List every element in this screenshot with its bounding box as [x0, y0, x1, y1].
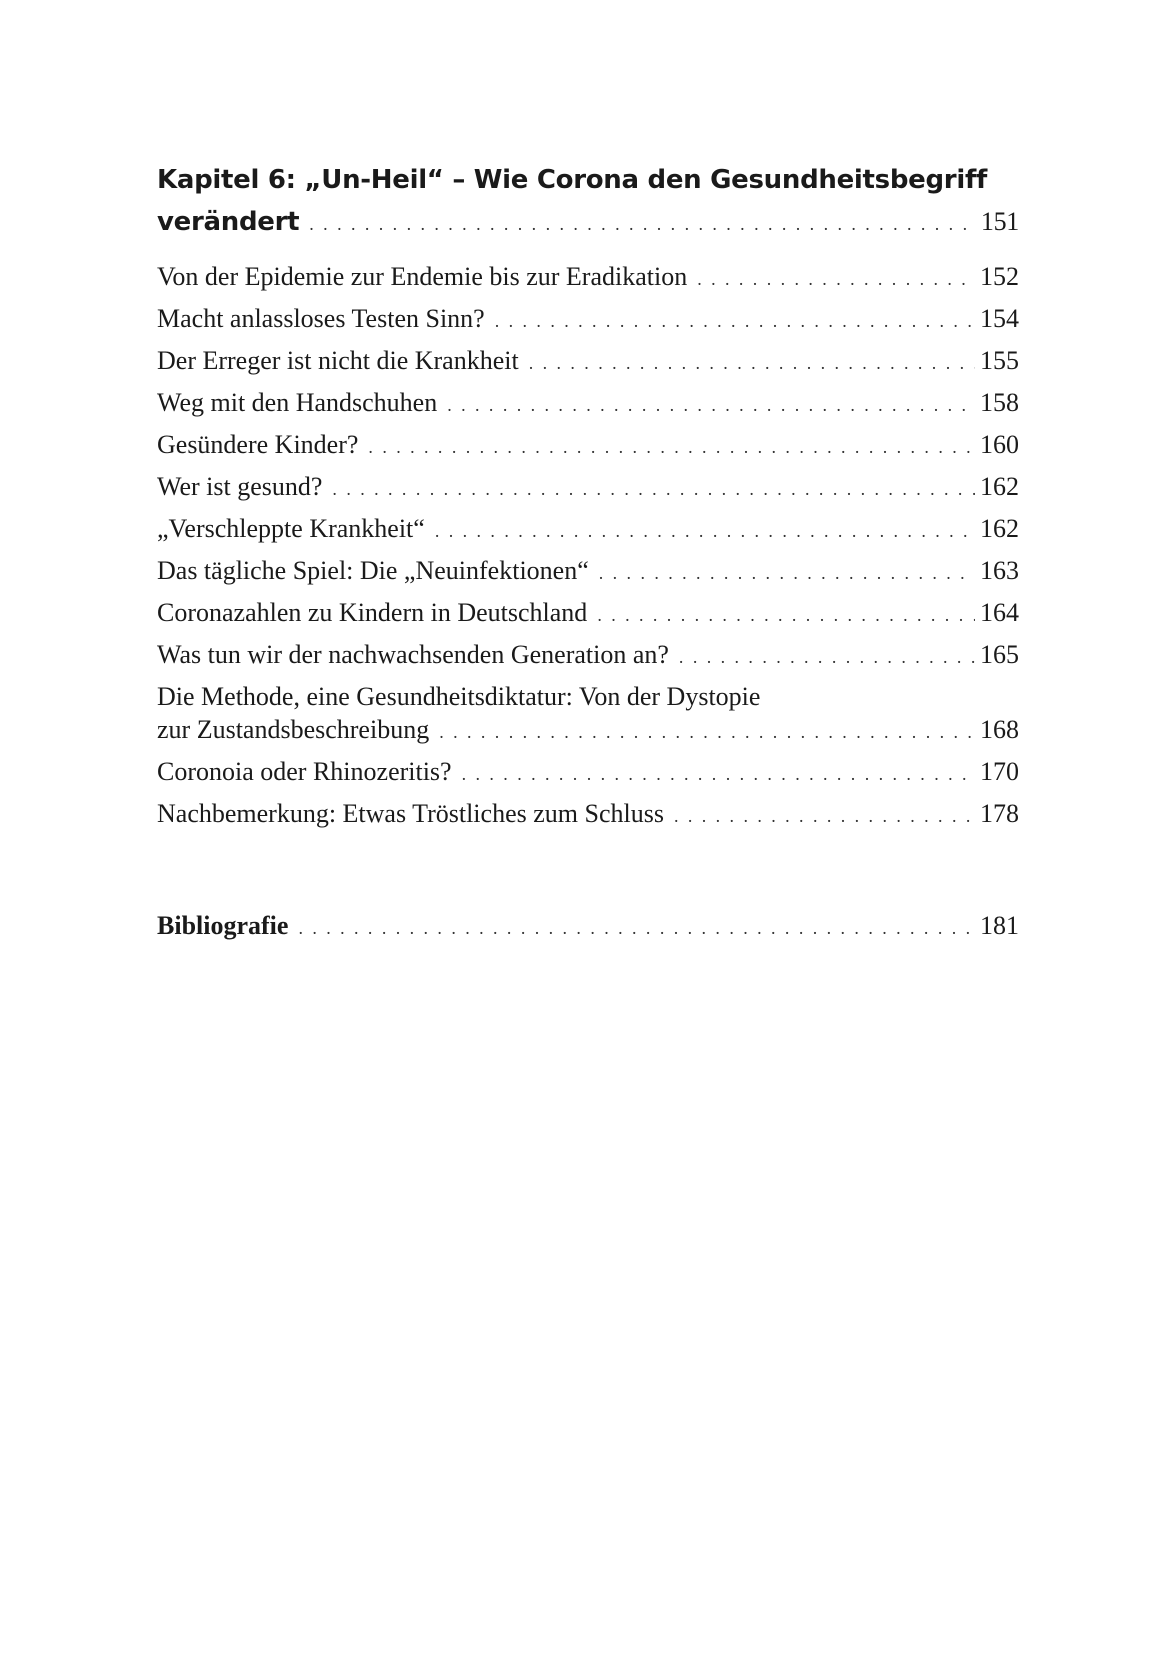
toc-entry-title: Coronazahlen zu Kindern in Deutschland	[157, 598, 588, 627]
dot-leader	[495, 302, 975, 341]
toc-entry-title-line2: zur Zustandsbeschreibung	[157, 715, 430, 744]
toc-entry-title: Der Erreger ist nicht die Krankheit	[157, 346, 519, 375]
dot-leader	[332, 470, 975, 509]
toc-entry-title: Nachbemerkung: Etwas Tröstliches zum Schluss	[157, 799, 664, 828]
chapter-heading	[157, 160, 1019, 245]
chapter-title-line2: verändert	[157, 207, 300, 237]
toc-entry-page: 163	[980, 556, 1019, 585]
toc-entry-page: 178	[980, 799, 1019, 828]
toc-entry-page: 162	[980, 472, 1019, 501]
toc-entry-title: Von der Epidemie zur Endemie bis zur Eradikation	[157, 262, 688, 291]
dot-leader	[309, 204, 975, 245]
toc-entry	[157, 752, 1019, 794]
dot-leader	[674, 797, 975, 836]
toc-entries	[157, 257, 1019, 836]
dot-leader	[529, 344, 975, 383]
toc-entry	[157, 467, 1019, 509]
toc-entry	[157, 341, 1019, 383]
bibliography-page: 181	[980, 911, 1019, 940]
toc-entry	[157, 593, 1019, 635]
chapter-page-number: 151	[980, 207, 1019, 236]
toc-entry-page: 160	[980, 430, 1019, 459]
toc-entry-page: 168	[980, 715, 1019, 744]
toc-entry	[157, 425, 1019, 467]
toc-entry-title-line1: Die Methode, eine Gesundheitsdiktatur: Von der Dystopie	[157, 682, 761, 711]
toc-entry-page: 170	[980, 757, 1019, 786]
toc-entry-page: 165	[980, 640, 1019, 669]
dot-leader	[599, 554, 975, 593]
toc-entry-page: 162	[980, 514, 1019, 543]
toc-entry-page: 154	[980, 304, 1019, 333]
toc-entry-page: 164	[980, 598, 1019, 627]
toc-entry	[157, 257, 1019, 299]
toc-entry	[157, 677, 1019, 752]
toc-entry	[157, 794, 1019, 836]
dot-leader	[462, 755, 975, 794]
dot-leader	[368, 428, 975, 467]
toc-entry-title: Coronoia oder Rhinozeritis?	[157, 757, 452, 786]
chapter-title-line1: Kapitel 6: „Un-Heil“ – Wie Corona den Gesundheitsbegriff	[157, 165, 987, 195]
dot-leader	[597, 596, 975, 635]
bibliography-title: Bibliografie	[157, 911, 289, 940]
toc-entry-title: Weg mit den Handschuhen	[157, 388, 438, 417]
toc-entry-title: Gesündere Kinder?	[157, 430, 359, 459]
toc-entry	[157, 383, 1019, 425]
toc-entry-title: Was tun wir der nachwachsenden Generation an?	[157, 640, 669, 669]
toc-entry	[157, 635, 1019, 677]
dot-leader	[298, 909, 975, 948]
toc-entry	[157, 299, 1019, 341]
toc-entry-title: Das tägliche Spiel: Die „Neuinfektionen“	[157, 556, 589, 585]
toc-entry-page: 158	[980, 388, 1019, 417]
toc-entry-page: 155	[980, 346, 1019, 375]
toc-entry-title: Macht anlassloses Testen Sinn?	[157, 304, 485, 333]
toc-entry-title: „Verschleppte Krankheit“	[157, 514, 425, 543]
toc-entry	[157, 509, 1019, 551]
toc-entry-page: 152	[980, 262, 1019, 291]
toc-entry-title: Wer ist gesund?	[157, 472, 323, 501]
dot-leader	[439, 716, 975, 749]
dot-leader	[679, 638, 975, 677]
dot-leader	[435, 512, 975, 551]
table-of-contents	[157, 160, 1019, 948]
chapter-title-row	[157, 201, 1019, 245]
toc-entry-row	[157, 713, 1019, 749]
toc-entry	[157, 551, 1019, 593]
dot-leader	[447, 386, 975, 425]
dot-leader	[697, 260, 975, 299]
bibliography-entry	[157, 906, 1019, 948]
